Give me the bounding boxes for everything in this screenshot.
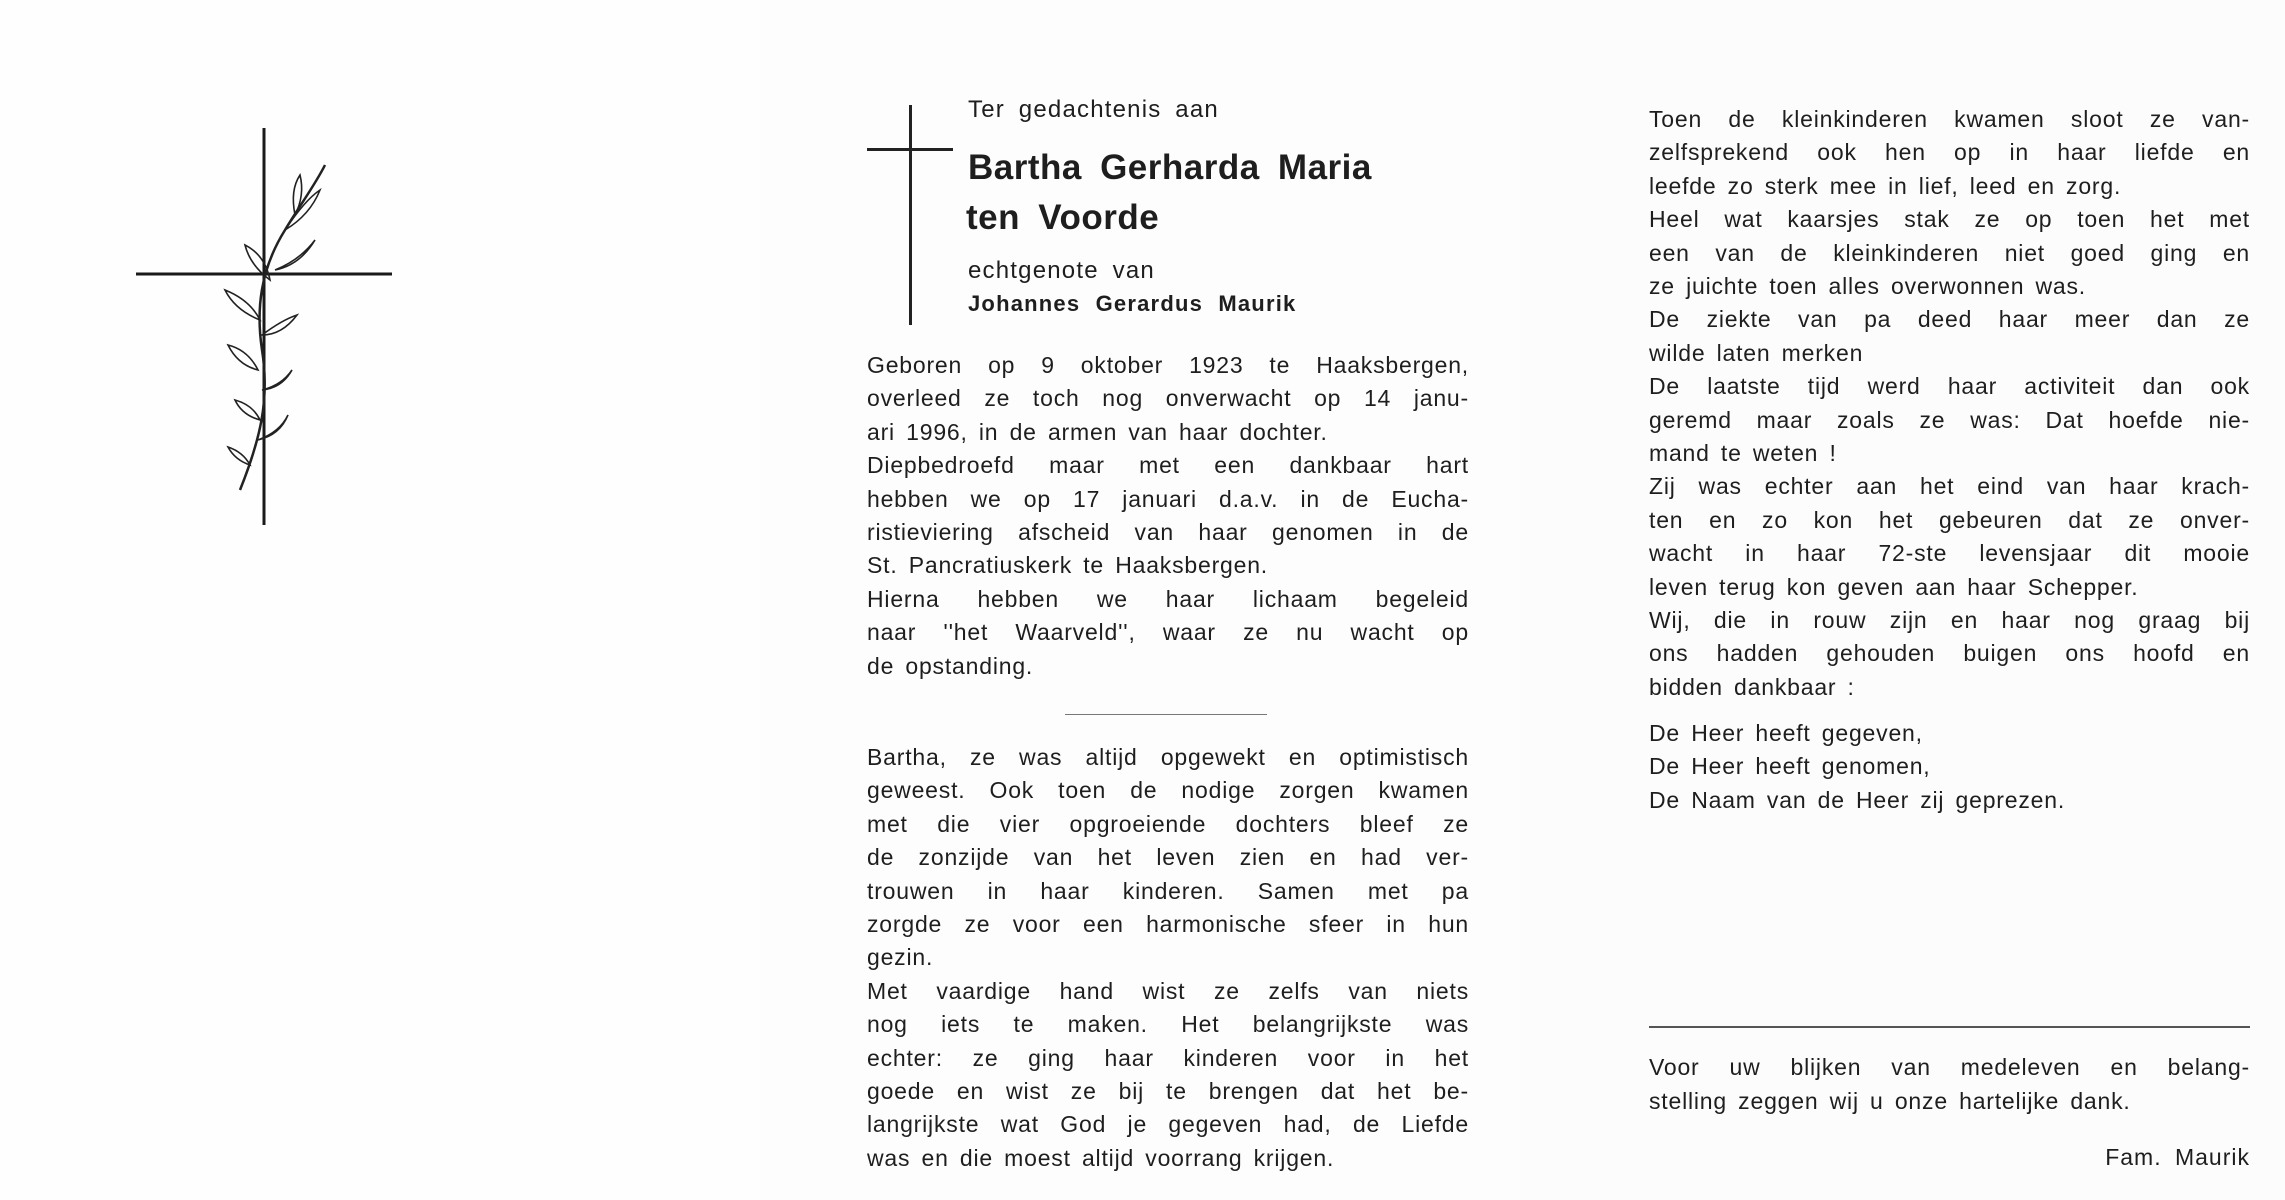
text-line: echter: ze ging haar kinderen voor in het <box>867 1044 1469 1071</box>
text-line: De Heer heeft genomen, <box>1649 753 1931 780</box>
deceased-name-line2: ten Voorde <box>966 198 1160 237</box>
text-line: ten en zo kon het gebeuren dat ze onver- <box>1649 506 2250 533</box>
small-cross-horizontal <box>867 148 953 151</box>
text-line: met die vier opgroeiende dochters bleef ze <box>867 810 1469 837</box>
text-line: hebben we op 17 januari d.a.v. in de Eucha- <box>867 485 1469 512</box>
memorial-intro: Ter gedachtenis aan <box>968 96 1219 123</box>
cross-with-branch-icon <box>120 120 410 540</box>
text-line: wacht in haar 72-ste levensjaar dit mooie <box>1649 540 2250 567</box>
text-line: wilde laten merken <box>1649 339 1864 366</box>
text-line: mand te weten ! <box>1649 440 1837 466</box>
text-line: de zonzijde van het leven zien en had ver- <box>867 844 1469 871</box>
text-line: ari 1996, in de armen van haar dochter. <box>867 418 1328 445</box>
signature: Fam. Maurik <box>2105 1144 2250 1168</box>
small-cross-vertical <box>909 105 912 325</box>
text-line: was en die moest altijd voorrang krijgen. <box>867 1144 1335 1171</box>
text-line: langrijkste wat God je gegeven had, de Liefde <box>867 1111 1469 1138</box>
text-line: de opstanding. <box>867 652 1034 679</box>
text-line: Voor uw blijken van medeleven en belang- <box>1649 1054 2250 1080</box>
text-line: leefde zo sterk mee in lief, leed en zorg. <box>1649 172 2122 199</box>
section-divider <box>1065 714 1267 715</box>
deceased-name-line1: Bartha Gerharda Maria <box>968 148 1372 187</box>
text-line: Toen de kleinkinderen kwamen sloot ze van- <box>1649 106 2250 132</box>
text-line: nog iets te maken. Het belangrijkste was <box>867 1011 1469 1038</box>
text-line: goede en wist ze bij te brengen dat het be- <box>867 1078 1469 1104</box>
text-line: Zij was echter aan het eind van haar krach- <box>1649 473 2250 500</box>
text-line: Met vaardige hand wist ze zelfs van niets <box>867 977 1469 1004</box>
text-line: stelling zeggen wij u onze hartelijke dank. <box>1649 1088 2131 1114</box>
text-line: Wij, die in rouw zijn en haar nog graag bij <box>1649 607 2250 633</box>
text-line: geremd maar zoals ze was: Dat hoefde nie- <box>1649 406 2250 433</box>
text-line: gezin. <box>867 944 934 971</box>
spouse-name: Johannes Gerardus Maurik <box>968 291 1297 316</box>
text-line: zorgde ze voor een harmonische sfeer in hun <box>867 911 1469 937</box>
text-line: ze juichte toen alles overwonnen was. <box>1649 273 2086 299</box>
text-line: een van de kleinkinderen niet goed ging en <box>1649 239 2250 266</box>
text-line: De Naam van de Heer zij geprezen. <box>1649 786 2066 813</box>
text-line: Bartha, ze was altijd opgewekt en optimistisch <box>867 744 1469 770</box>
text-line: Hierna hebben we haar lichaam begeleid <box>867 585 1469 612</box>
text-line: Diepbedroefd maar met een dankbaar hart <box>867 452 1469 479</box>
text-line: ristieviering afscheid van haar genomen in de <box>867 519 1469 545</box>
front-panel <box>0 0 760 1200</box>
text-line: leven terug kon geven aan haar Schepper. <box>1649 573 2139 600</box>
text-line: Heel wat kaarsjes stak ze op toen het met <box>1649 206 2250 233</box>
text-line: naar ''het Waarveld'', waar ze nu wacht op <box>867 619 1469 646</box>
relation-label: echtgenote van <box>968 257 1155 284</box>
text-line: St. Pancratiuskerk te Haaksbergen. <box>867 552 1268 579</box>
text-line: De ziekte van pa deed haar meer dan ze <box>1649 306 2250 333</box>
text-line: bidden dankbaar : <box>1649 673 1855 700</box>
text-line: overleed ze toch nog onverwacht op 14 janu- <box>867 385 1469 412</box>
text-line: geweest. Ook toen de nodige zorgen kwamen <box>867 777 1469 804</box>
text-line: ons hadden gehouden buigen ons hoofd en <box>1649 640 2250 667</box>
text-line: trouwen in haar kinderen. Samen met pa <box>867 877 1469 904</box>
text-line: Geboren op 9 oktober 1923 te Haaksbergen, <box>867 352 1469 378</box>
text-line: De Heer heeft gegeven, <box>1649 720 1923 746</box>
text-line: zelfsprekend ook hen op in haar liefde en <box>1649 139 2250 166</box>
text-line: De laatste tijd werd haar activiteit dan ook <box>1649 373 2250 400</box>
thanks-divider <box>1649 1026 2250 1028</box>
